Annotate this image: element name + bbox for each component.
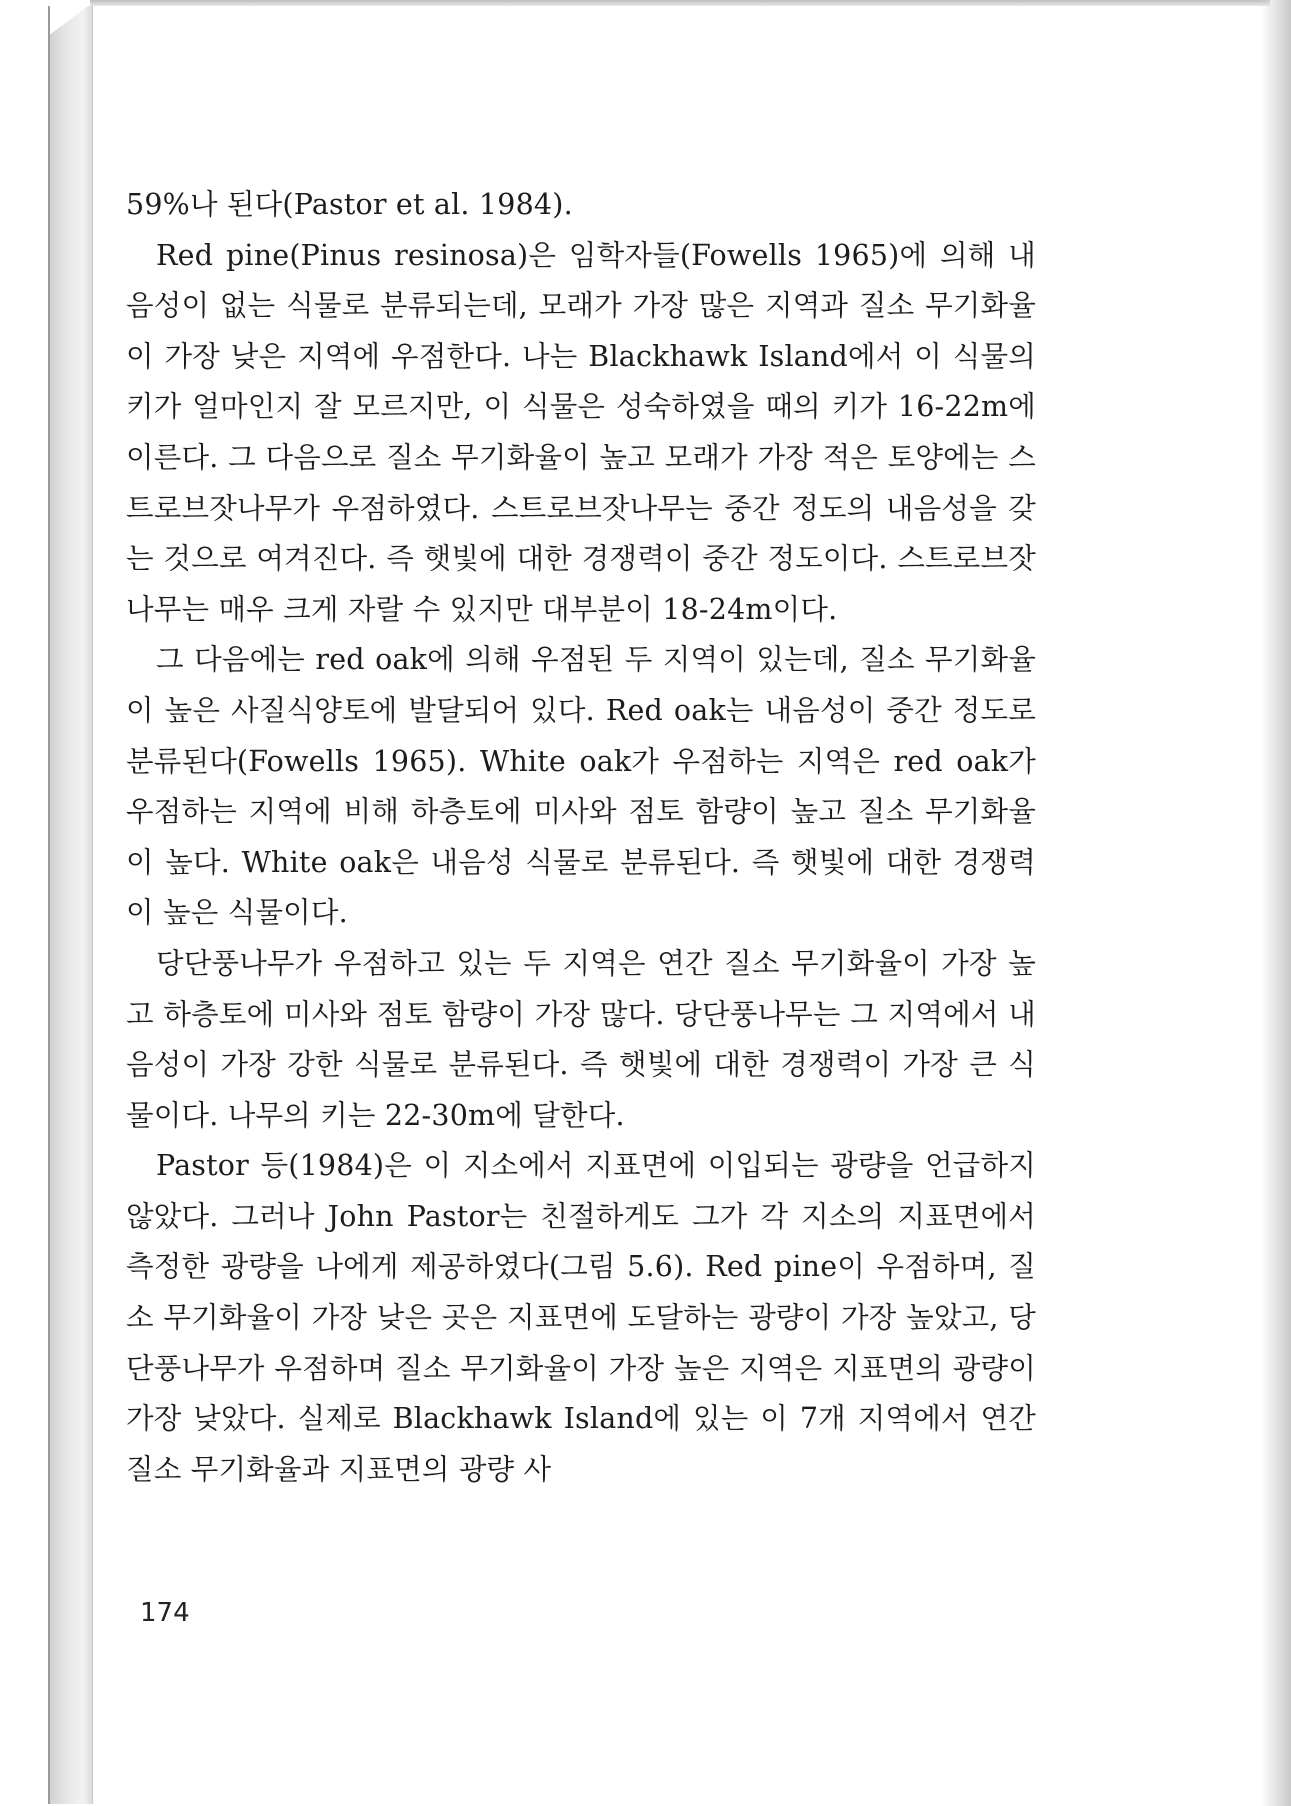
paragraph-sugar-maple: 당단풍나무가 우점하고 있는 두 지역은 연간 질소 무기화율이 가장 높고 하층토에 미사와 점토 함량이 가장 많다. 당단풍나무는 그 지역에서 내음성이 가장 강한 식물로 분류된다. 즉 햇빛에 대한 경쟁력이 가장 큰 식물이다. 나무의 키는 22-30m에 달한다. [126,946,1036,1132]
page-number: 174 [140,1598,190,1628]
book-spine-edge [48,6,50,1804]
page-right-shadow [1261,0,1291,1806]
body-text [126,180,1036,1495]
paragraph-continuation: 59%나 된다(Pastor et al. 1984). [126,188,573,221]
paragraph-red-pine: Red pine(Pinus resinosa)은 임학자들(Fowells 1965)에 의해 내음성이 없는 식물로 분류되는데, 모래가 가장 많은 지역과 질소 무기화율이 가장 낮은 지역에 우점한다. 나는 Blackhawk Island에서 이 식물의 키가 얼마인지 잘 모르지만, 이 식물은 성숙하였을 때의 키가 16-22m에 이른다. 그 다음으로 질소 무기화율이 높고 모래가 가장 적은 토양에는 스트로브잣나무가 우점하였다. 스트로브잣나무는 중간 정도의 내음성을 갖는 것으로 여겨진다. 즉 햇빛에 대한 경쟁력이 중간 정도이다. 스트로브잣나무는 매우 크게 자랄 수 있지만 대부분이 18-24m이다. [126,238,1036,626]
paragraph-oak: 그 다음에는 red oak에 의해 우점된 두 지역이 있는데, 질소 무기화율이 높은 사질식양토에 발달되어 있다. Red oak는 내음성이 중간 정도로 분류된다(Fowells 1965). White oak가 우점하는 지역은 red oak가 우점하는 지역에 비해 하층토에 미사와 점토 함량이 높고 질소 무기화율이 높다. White oak은 내음성 식물로 분류된다. 즉 햇빛에 대한 경쟁력이 높은 식물이다. [126,643,1036,930]
paragraph-light: Pastor 등(1984)은 이 지소에서 지표면에 이입되는 광량을 언급하지 않았다. 그러나 John Pastor는 친절하게도 그가 각 지소의 지표면에서 측정한 광량을 나에게 제공하였다(그림 5.6). Red pine이 우점하며, 질소 무기화율이 가장 낮은 곳은 지표면에 도달하는 광량이 가장 높았고, 당단풍나무가 우점하며 질소 무기화율이 가장 높은 지역은 지표면의 광량이 가장 낮았다. 실제로 Blackhawk Island에 있는 이 7개 지역에서 연간 질소 무기화율과 지표면의 광량 사 [126,1149,1036,1486]
book-spine [48,6,92,1804]
